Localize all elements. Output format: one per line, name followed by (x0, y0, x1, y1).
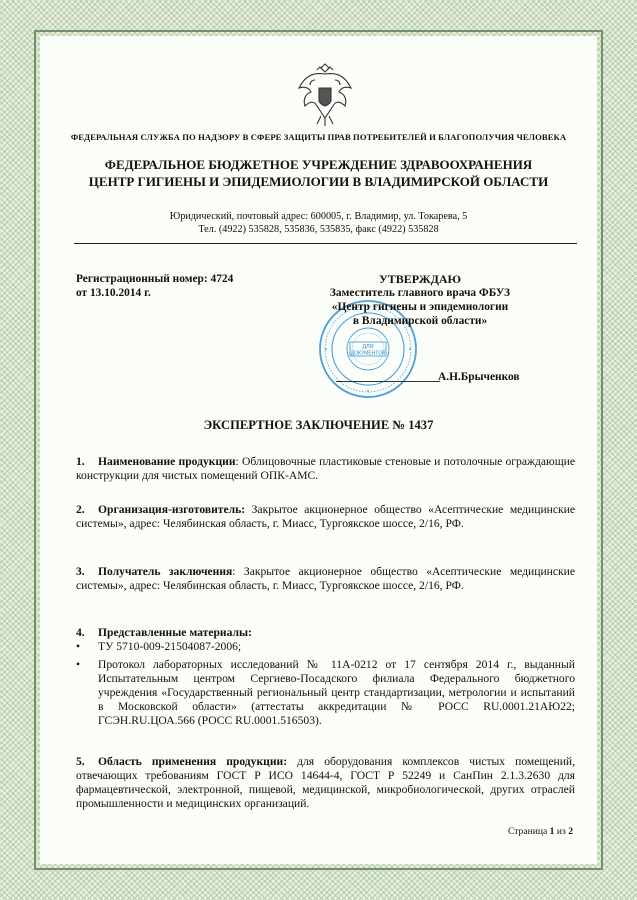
page-counter (508, 826, 573, 837)
signer-name: А.Н.Брыченков (438, 371, 520, 383)
organization-name-line-1: ФЕДЕРАЛЬНОЕ БЮДЖЕТНОЕ УЧРЕЖДЕНИЕ ЗДРАВООХРАНЕНИЯ (104, 157, 533, 172)
organization-name (40, 156, 597, 190)
section-recipient (76, 565, 575, 593)
section-label: Организация-изготовитель: (98, 503, 246, 516)
approval-position-line-1: Заместитель главного врача ФБУЗ (329, 287, 511, 299)
section-text: для оборудования комплексов чистых помещений, отвечающих требованиям ГОСТ Р ИСО 14644-4, ГОСТ Р 52249 и СанПин 2.1.3.2630 для фармацевтической, электронной, пищевой, медицинской, микробиологической, других отраслей промышленности и медицинских организаций. (76, 755, 575, 810)
section-number: 2. (76, 503, 85, 516)
section-label: Наименование продукции (98, 455, 236, 468)
postal-address: Юридический, почтовый адрес: 600005, г. Владимир, ул. Токарева, 5 (169, 211, 468, 222)
section-label: Область применения продукции: (98, 755, 288, 768)
registration-date: от 13.10.2014 г. (76, 287, 151, 299)
seal-text-1: ДЛЯ (362, 344, 374, 350)
bullet-icon: • (76, 640, 81, 653)
signature-line (336, 381, 440, 382)
section-materials (76, 626, 575, 728)
header-divider (74, 243, 577, 244)
organization-name-line-2: ЦЕНТР ГИГИЕНЫ И ЭПИДЕМИОЛОГИИ В ВЛАДИМИРСКОЙ ОБЛАСТИ (88, 174, 549, 189)
registration-number: Регистрационный номер: 4724 (76, 273, 234, 285)
section-label: Представленные материалы: (98, 626, 252, 639)
page-total: 2 (568, 826, 573, 837)
section-application-area (76, 755, 575, 811)
document-title: ЭКСПЕРТНОЕ ЗАКЛЮЧЕНИЕ № 1437 (203, 418, 434, 432)
section-number: 4. (76, 626, 85, 639)
approval-block (320, 272, 520, 328)
document-body (40, 36, 597, 864)
approval-position-line-3: в Владимирской области» (352, 315, 488, 327)
seal-text-2: ДОКУМЕНТОВ (350, 350, 386, 357)
page-counter-middle: из (554, 826, 569, 837)
section-number: 1. (76, 455, 85, 468)
materials-item (76, 658, 575, 728)
section-text: : Закрытое акционерное общество «Асептические медицинские системы», адрес: Челябинская область, г. Миасс, Тургоякское шоссе, 2/16, РФ. (76, 565, 575, 592)
coat-of-arms-icon (295, 58, 355, 128)
agency-name: ФЕДЕРАЛЬНАЯ СЛУЖБА ПО НАДЗОРУ В СФЕРЕ ЗАЩИТЫ ПРАВ ПОТРЕБИТЕЛЕЙ И БЛАГОПОЛУЧИЯ ЧЕЛОВЕКА (70, 132, 567, 142)
registration-block (76, 272, 233, 300)
section-number: 3. (76, 565, 85, 578)
approval-position-line-2: «Центр гигиены и эпидемиологии (331, 301, 509, 313)
section-number: 5. (76, 755, 85, 768)
page-counter-prefix: Страница (507, 826, 550, 837)
materials-item-text: Протокол лабораторных исследований № 11А-0212 от 17 сентября 2014 г., выданный Испытательным центром Сергиево-Посадского филиала Федерального бюджетного учреждения «Государственный региональный центр стандартизации, метрологии и испытаний в Московской области» (аттестаты аккредитации № РОСС RU.0001.21АЮ22; ГСЭН.RU.ЦОА.566 (РОСС RU.0001.516503). (98, 658, 575, 727)
phone-fax: Тел. (4922) 535828, 535836, 535835, факс (4922) 535828 (198, 224, 439, 235)
section-product-name (76, 455, 575, 483)
approval-heading: УТВЕРЖДАЮ (378, 272, 462, 286)
section-manufacturer (76, 503, 575, 531)
organization-address (40, 210, 597, 236)
section-text: : Облицовочные пластиковые стеновые и потолочные ограждающие конструкции для чистых помещений ОПК-АМС. (76, 455, 575, 482)
materials-item-text: ТУ 5710-009-21504087-2006; (98, 640, 242, 653)
section-text: Закрытое акционерное общество «Асептические медицинские системы», адрес: Челябинская область, г. Миасс, Тургоякское шоссе, 2/16, РФ. (76, 503, 575, 530)
page-current: 1 (549, 826, 555, 837)
materials-item (76, 640, 575, 654)
section-label: Получатель заключения (98, 565, 233, 578)
bullet-icon: • (76, 658, 81, 671)
